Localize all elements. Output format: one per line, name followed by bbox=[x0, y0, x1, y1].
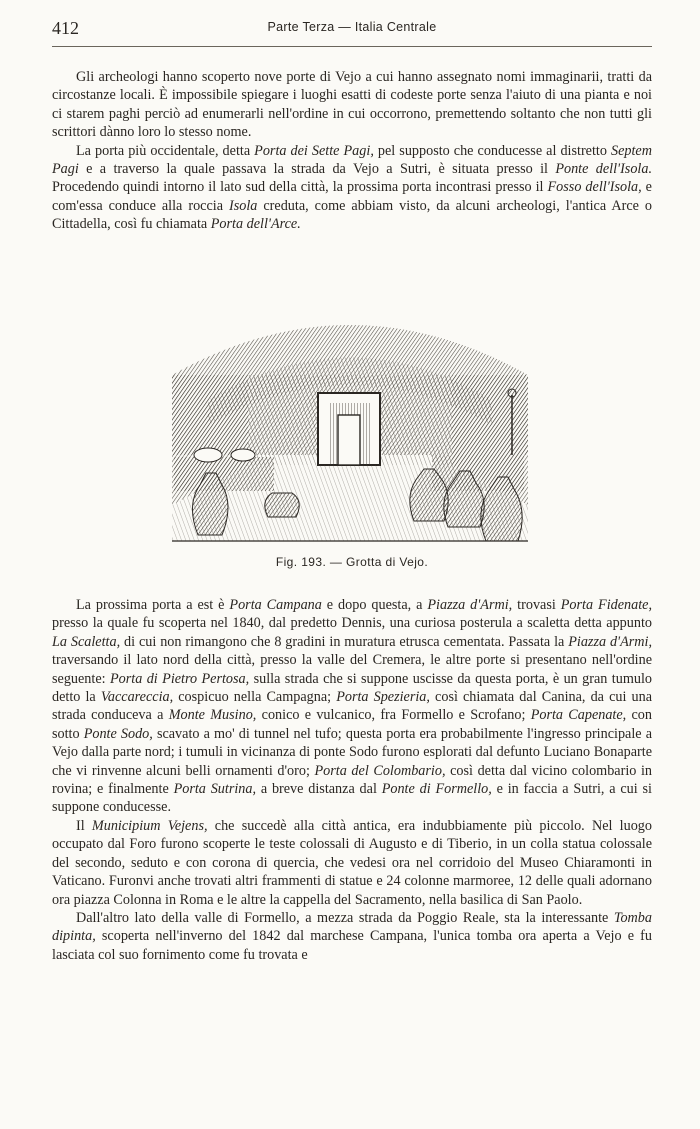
paragraph bbox=[52, 596, 652, 817]
italic-term: Porta Fidenate, bbox=[560, 597, 653, 613]
italic-term: Ponte dell'Isola. bbox=[555, 161, 653, 178]
italic-term: La Scaletta, bbox=[52, 633, 121, 650]
text-run: Dall'altro lato della valle di Formello, a mezza strada da Poggio Reale, sta la interessante bbox=[76, 909, 614, 926]
text-run: che succedè alla città antica, era indubbiamente più piccolo. Nel luogo occupato dal Foro furono scoperte le teste colossali di Augusto e di Tiberio, in un colla statua colossale del secondo, seduto e con corona di quercia, che vedesi ora nel corridoio del Museo Chiaramonti in Vaticano. Furonvi anche trovati altri frammenti di statue e 24 colonne marmoree, 12 delle quali adornano ora piazza Colonna in Roma e le altre la cappella del Sacramento, nella basilica di San Paolo. bbox=[52, 817, 652, 908]
text-run: presso la quale fu scoperta nel 1840, dal predetto Dennis, una curiosa posterula a scaletta detta appunto bbox=[52, 615, 652, 632]
text-run: pel supposto che conducesse al distretto bbox=[373, 142, 611, 159]
italic-term: Porta Campana bbox=[229, 597, 322, 613]
text-run: sulla strada che si suppone uscisse da questa porta, è un gran tumulo detto la bbox=[52, 670, 652, 706]
italic-term: Porta Sutrina, bbox=[173, 781, 257, 798]
italic-term: Municipium Vejens, bbox=[91, 817, 208, 834]
text-run: conico e vulcanico, fra Formello e Scrofano; bbox=[256, 707, 531, 724]
text-run: La porta più occidentale, detta bbox=[76, 142, 255, 159]
italic-term: Ponte di Formello, bbox=[381, 781, 492, 798]
italic-term: Ponte Sodo, bbox=[83, 725, 153, 742]
paragraph bbox=[52, 909, 652, 964]
text-run: di cui non rimangono che 8 gradini in muratura etrusca cementata. Passata la bbox=[120, 633, 569, 650]
body-text-top bbox=[52, 68, 652, 234]
italic-term: Tomba dipinta, bbox=[52, 909, 652, 945]
italic-term: Piazza d'Armi, bbox=[568, 633, 653, 650]
paragraph bbox=[52, 817, 652, 909]
italic-term: Porta Spezieria, bbox=[336, 689, 430, 706]
figure-caption: Fig. 193. — Grotta di Vejo. bbox=[275, 555, 429, 569]
text-run: cospicuo nella Campagna; bbox=[173, 689, 337, 706]
italic-term: Porta Capenate, bbox=[530, 707, 627, 724]
text-run: Il bbox=[76, 817, 92, 834]
page-number: 412 bbox=[52, 18, 79, 38]
italic-term: Porta dell'Arce. bbox=[210, 216, 301, 233]
text-run: e in faccia a Sutri, a cui si suppone conducesse. bbox=[52, 781, 652, 816]
italic-term: Porta del Colombario, bbox=[314, 762, 446, 779]
text-run: creduta, come abbiam visto, da alcuni archeologi, l'antica Arce o Cittadella, così fu chiamata bbox=[52, 197, 653, 233]
text-run: e a traverso la quale passava la strada da Vejo a Sutri, è situata presso il bbox=[78, 161, 556, 178]
page-header bbox=[52, 18, 652, 40]
paragraph bbox=[52, 142, 652, 234]
body-text-bottom bbox=[52, 596, 652, 964]
header-rule bbox=[52, 46, 652, 47]
text-run: La prossima porta a est è bbox=[76, 597, 230, 613]
italic-term: Piazza d'Armi, bbox=[427, 597, 513, 613]
italic-term: Fosso dell'Isola, bbox=[547, 179, 642, 196]
text-run: Procedendo quindi intorno il lato sud della città, la prossima porta incontrasi presso il bbox=[52, 179, 548, 196]
italic-term: Septem Pagi bbox=[52, 142, 652, 178]
italic-term: Isola bbox=[229, 197, 258, 214]
text-run: a breve distanza dal bbox=[256, 781, 382, 798]
italic-term: Porta dei Sette Pagi, bbox=[254, 142, 374, 159]
text-run: trovasi bbox=[512, 597, 561, 613]
paragraph bbox=[52, 68, 652, 142]
running-title: Parte Terza — Italia Centrale bbox=[267, 20, 437, 34]
italic-term: Porta di Pietro Pertosa, bbox=[109, 670, 250, 687]
text-run: con sotto bbox=[52, 707, 652, 742]
tomb-illustration bbox=[168, 305, 532, 545]
text-run: così detta dal vicino colombario in rovina; e finalmente bbox=[52, 762, 652, 798]
italic-term: Vaccareccia, bbox=[100, 689, 174, 706]
text-run: e dopo questa, a bbox=[321, 597, 428, 613]
text-run: scoperta nell'inverno del 1842 dal marchese Campana, l'unica tomba ora aperta a Vejo e fu lasciata col suo fornimento come fu trovata e bbox=[52, 928, 652, 963]
italic-term: Monte Musino, bbox=[168, 707, 257, 724]
text-run: scavato a mo' di tunnel nel tufo; questa porta era probabilmente l'ingresso principale a Vejo dalla parte nord; i tumuli in vicinanza di ponte Sodo furono esplorati dal defunto Luciano Bonaparte che vi rinvenne alcuni belli ornamenti d'oro; bbox=[52, 725, 652, 779]
text-run: e com'essa conduce alla roccia bbox=[52, 179, 652, 214]
text-run: traversando il lato nord della città, presso la valle del Cremera, le altre porte si presentano nell'ordine seguente: bbox=[52, 652, 652, 687]
text-run: Gli archeologi hanno scoperto nove porte di Vejo a cui hanno assegnato nomi immaginarii, tratti da circostanze locali. È impossibile spiegare i luoghi esatti di codeste porte senza l'aiuto di una pianta e noi ci starem paghi perciò ad enumerarli nell'ordine in cui occorrono, premettendo soltanto che non tutti gli scrittori dànno loro lo stesso nome. bbox=[52, 69, 652, 141]
text-run: così chiamata dal Canina, da cui una strada conduceva a bbox=[52, 689, 652, 724]
